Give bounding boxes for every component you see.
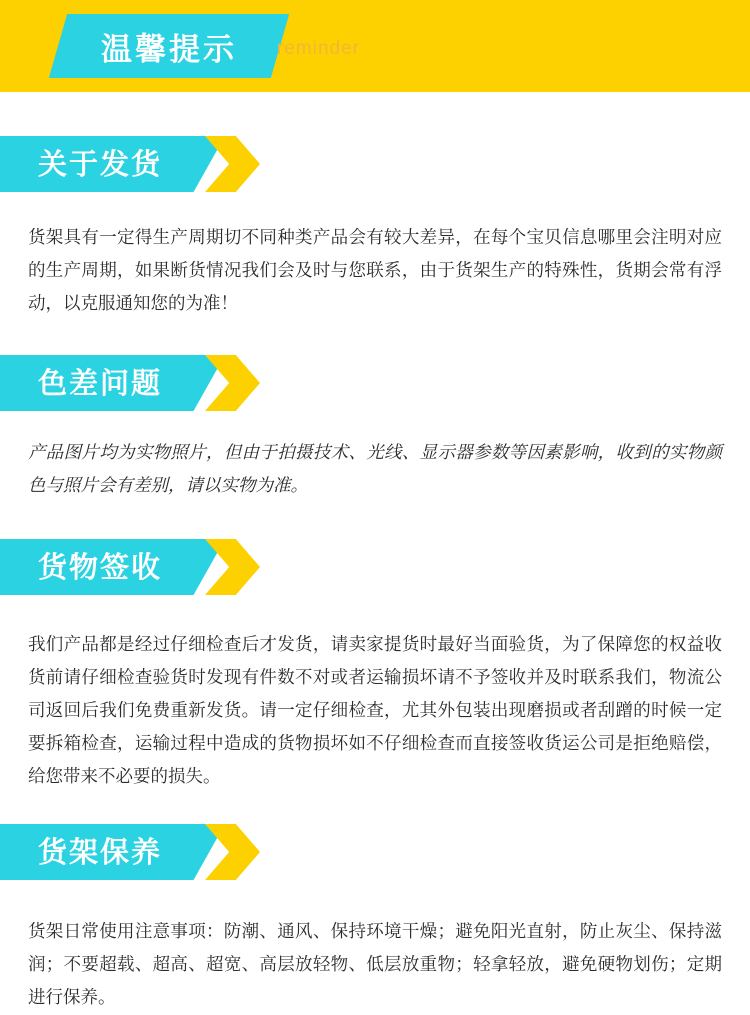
heading-text: 关于发货 [38,147,163,181]
top-banner [0,0,750,92]
heading-arrow-icon [205,355,260,411]
section-shipping [0,136,750,321]
spacer [0,595,750,629]
spacer [0,503,750,539]
banner-title: 温馨提示 [101,31,237,68]
section-heading-maintenance [0,824,750,880]
heading-arrow-icon [205,136,260,192]
section-body-receiving: 我们产品都是经过仔细检查后才发货，请卖家提货时最好当面验货，为了保障您的权益收货前请仔细检查验货时发现有件数不对或者运输损坏请不予签收并及时联系我们，物流公司返回后我们免费重新发货。请一定仔细检查，尤其外包装出现磨损或者刮蹭的时候一定要拆箱检查，运输过程中造成的货物损坏如不仔细检查而直接签收货运公司是拒绝赔偿，给您带来不必要的损失。 [28,635,722,787]
section-maintenance [0,824,750,1015]
section-heading-receiving [0,539,750,595]
banner-title-tag [49,14,289,78]
section-heading-color-difference [0,355,750,411]
section-body-maintenance: 货架日常使用注意事项：防潮、通风、保持环境干燥；避免阳光直射，防止灰尘、保持滋润；不要超载、超高、超宽、高层放轻物、低层放重物；轻拿轻放，避免硬物划伤；定期进行保养。 [28,922,722,1008]
heading-text: 货架保养 [38,835,163,869]
spacer [0,794,750,824]
section-receiving [0,539,750,794]
heading-arrow-icon [205,539,260,595]
banner-subtitle: reminder [277,38,360,59]
spacer [0,192,750,222]
banner-title-tag-inner [58,14,280,78]
heading-text: 色差问题 [38,366,163,400]
spacer [0,880,750,916]
spacer [0,92,750,136]
spacer [0,321,750,355]
heading-arrow-icon [205,824,260,880]
section-heading-shipping [0,136,750,192]
section-body-shipping: 货架具有一定得生产周期切不同种类产品会有较大差异，在每个宝贝信息哪里会注明对应的生产周期，如果断货情况我们会及时与您联系，由于货架生产的特殊性，货期会常有浮动，以克服通知您的为准！ [28,228,722,314]
section-body-color-difference: 产品图片均为实物照片，但由于拍摄技术、光线、显示器参数等因素影响，收到的实物颜色与照片会有差别，请以实物为准。 [28,443,722,496]
section-color-difference [0,355,750,503]
spacer [0,411,750,437]
heading-text: 货物签收 [38,550,163,584]
